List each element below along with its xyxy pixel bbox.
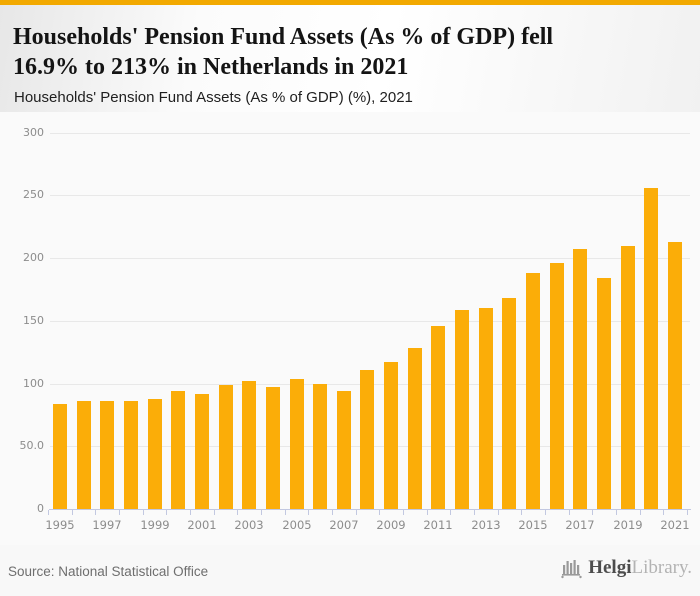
- x-axis-label: 2015: [518, 518, 548, 532]
- x-axis-label: 2021: [660, 518, 690, 532]
- x-axis-label: 2001: [187, 518, 217, 532]
- axis-tick: [521, 510, 522, 515]
- axis-tick: [379, 510, 380, 515]
- bar: [431, 326, 445, 509]
- axis-tick: [143, 510, 144, 515]
- bar: [455, 310, 469, 509]
- axis-tick: [663, 510, 664, 515]
- y-axis-label: 0: [37, 502, 44, 515]
- logo-text-helgi: Helgi: [588, 557, 632, 578]
- bar: [219, 385, 233, 509]
- bar: [195, 394, 209, 509]
- axis-tick: [332, 510, 333, 515]
- axis-tick: [403, 510, 404, 515]
- axis-tick: [427, 510, 428, 515]
- logo-text: [588, 557, 692, 579]
- page-title-line2: 16.9% to 213% in Netherlands in 2021: [13, 54, 409, 80]
- helgi-logo-icon: [560, 557, 584, 579]
- y-axis-label: 100: [23, 377, 44, 390]
- bar: [266, 387, 280, 509]
- x-axis-label: 2005: [282, 518, 312, 532]
- x-axis-label: 1999: [140, 518, 170, 532]
- bar: [77, 401, 91, 509]
- y-axis-label: 300: [23, 126, 44, 139]
- bar: [597, 278, 611, 509]
- axis-tick: [569, 510, 570, 515]
- bar: [408, 348, 422, 509]
- bar: [360, 370, 374, 509]
- grid-line: [50, 258, 690, 259]
- x-axis-label: 2003: [234, 518, 264, 532]
- axis-tick: [592, 510, 593, 515]
- bar: [550, 263, 564, 509]
- axis-tick: [498, 510, 499, 515]
- axis-tick: [214, 510, 215, 515]
- x-axis-label: 1995: [45, 518, 75, 532]
- x-axis-line: [49, 509, 691, 510]
- x-axis-label: 2019: [613, 518, 643, 532]
- axis-tick: [285, 510, 286, 515]
- bar: [242, 381, 256, 509]
- bar: [124, 401, 138, 509]
- axis-tick: [308, 510, 309, 515]
- axis-tick: [545, 510, 546, 515]
- grid-line: [50, 321, 690, 322]
- axis-tick: [190, 510, 191, 515]
- x-axis-label: 1997: [92, 518, 122, 532]
- bar: [502, 298, 516, 509]
- logo-text-library: Library.: [631, 557, 692, 578]
- bar: [148, 399, 162, 509]
- bar: [313, 384, 327, 509]
- x-axis-label: 2007: [329, 518, 359, 532]
- bar: [384, 362, 398, 509]
- bar-chart: [0, 112, 700, 545]
- y-axis-label: 50.0: [19, 439, 44, 452]
- bar: [621, 246, 635, 509]
- bar: [171, 391, 185, 509]
- header: [0, 5, 700, 113]
- grid-line: [50, 133, 690, 134]
- bar: [668, 242, 682, 509]
- axis-tick: [356, 510, 357, 515]
- bar: [479, 308, 493, 509]
- x-axis-label: 2011: [423, 518, 453, 532]
- bar: [100, 401, 114, 509]
- page-title-line1: Households' Pension Fund Assets (As % of GDP) fell: [13, 24, 554, 50]
- x-axis-label: 2009: [376, 518, 406, 532]
- bar: [526, 273, 540, 509]
- x-axis-label: 2017: [565, 518, 595, 532]
- bar: [53, 404, 67, 509]
- bar: [573, 249, 587, 509]
- bar: [337, 391, 351, 509]
- page-title: [13, 22, 700, 82]
- axis-tick: [48, 510, 49, 515]
- y-axis-label: 150: [23, 314, 44, 327]
- axis-tick: [166, 510, 167, 515]
- x-axis-label: 2013: [471, 518, 501, 532]
- axis-tick: [616, 510, 617, 515]
- bar: [290, 379, 304, 509]
- axis-tick: [687, 510, 688, 515]
- axis-tick: [640, 510, 641, 515]
- axis-tick: [119, 510, 120, 515]
- footer: [0, 545, 700, 596]
- grid-line: [50, 195, 690, 196]
- axis-tick: [72, 510, 73, 515]
- y-axis-label: 200: [23, 251, 44, 264]
- bar: [644, 188, 658, 509]
- y-axis-label: 250: [23, 188, 44, 201]
- source-label: Source: National Statistical Office: [8, 564, 209, 579]
- chart-subtitle: Households' Pension Fund Assets (As % of GDP) (%), 2021: [14, 89, 413, 106]
- axis-tick: [237, 510, 238, 515]
- axis-tick: [261, 510, 262, 515]
- helgi-library-logo: [560, 557, 692, 579]
- axis-tick: [95, 510, 96, 515]
- axis-tick: [474, 510, 475, 515]
- axis-tick: [450, 510, 451, 515]
